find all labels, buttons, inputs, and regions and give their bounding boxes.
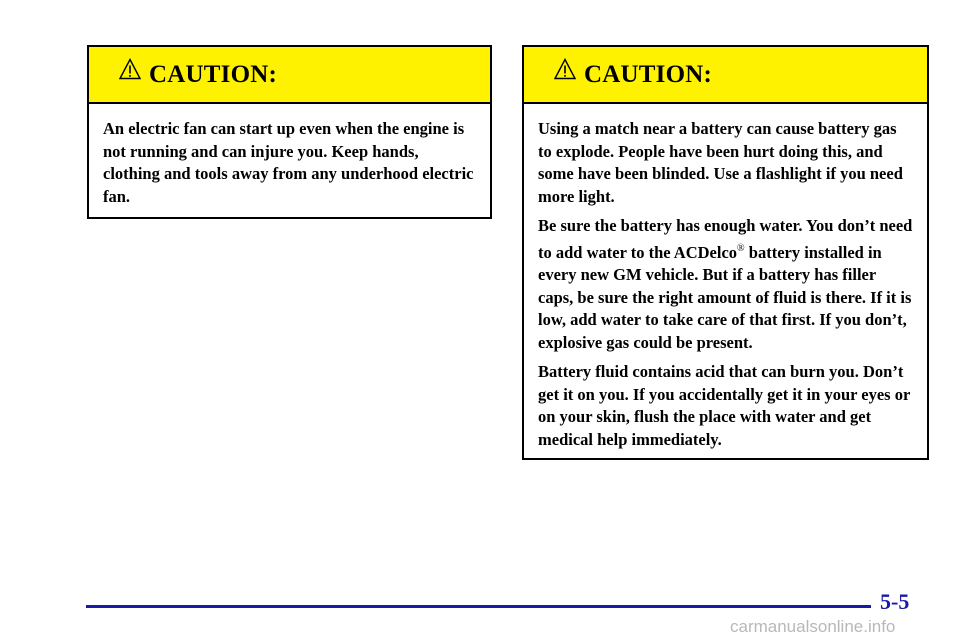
warning-triangle-icon: [554, 58, 576, 80]
watermark: carmanualsonline.info: [730, 617, 896, 636]
page-number: 5-5: [880, 589, 910, 614]
caution-body: [89, 104, 490, 208]
caution-header: [524, 47, 927, 104]
caution-paragraph-3: Battery fluid contains acid that can burn you. Don’t get it on you. If you accidentally get it in your eyes or on your skin, flush the place with water and get medical help immediately.: [538, 362, 910, 449]
p2-text-before: Be sure the battery has enough water. You don’t need to add water to the ACDelco: [538, 216, 913, 262]
caution-body: [524, 104, 927, 451]
warning-triangle-icon: [119, 58, 141, 80]
caution-box-left: [87, 45, 492, 219]
caution-paragraph-2: [538, 215, 913, 354]
caution-box-right: [522, 45, 929, 460]
caution-paragraph: An electric fan can start up even when the engine is not running and can injure you. Keep hands, clothing and tools away from any underhood electric fan.: [103, 119, 474, 206]
caution-title: CAUTION:: [149, 60, 277, 88]
caution-paragraph-1: Using a match near a battery can cause battery gas to explode. People have been hurt doing this, and some have been blinded. Use a flashlight if you need more light.: [538, 119, 903, 206]
caution-header: [89, 47, 490, 104]
registered-mark: ®: [737, 242, 745, 254]
caution-title: CAUTION:: [584, 60, 712, 88]
footer-rule: [86, 605, 871, 608]
p2-text-after: battery installed in every new GM vehicle. But if a battery has filler caps, be sure the right amount of fluid is there. If it is low, add water to take care of that first. If you don’t, explosive gas could be present.: [538, 242, 912, 352]
